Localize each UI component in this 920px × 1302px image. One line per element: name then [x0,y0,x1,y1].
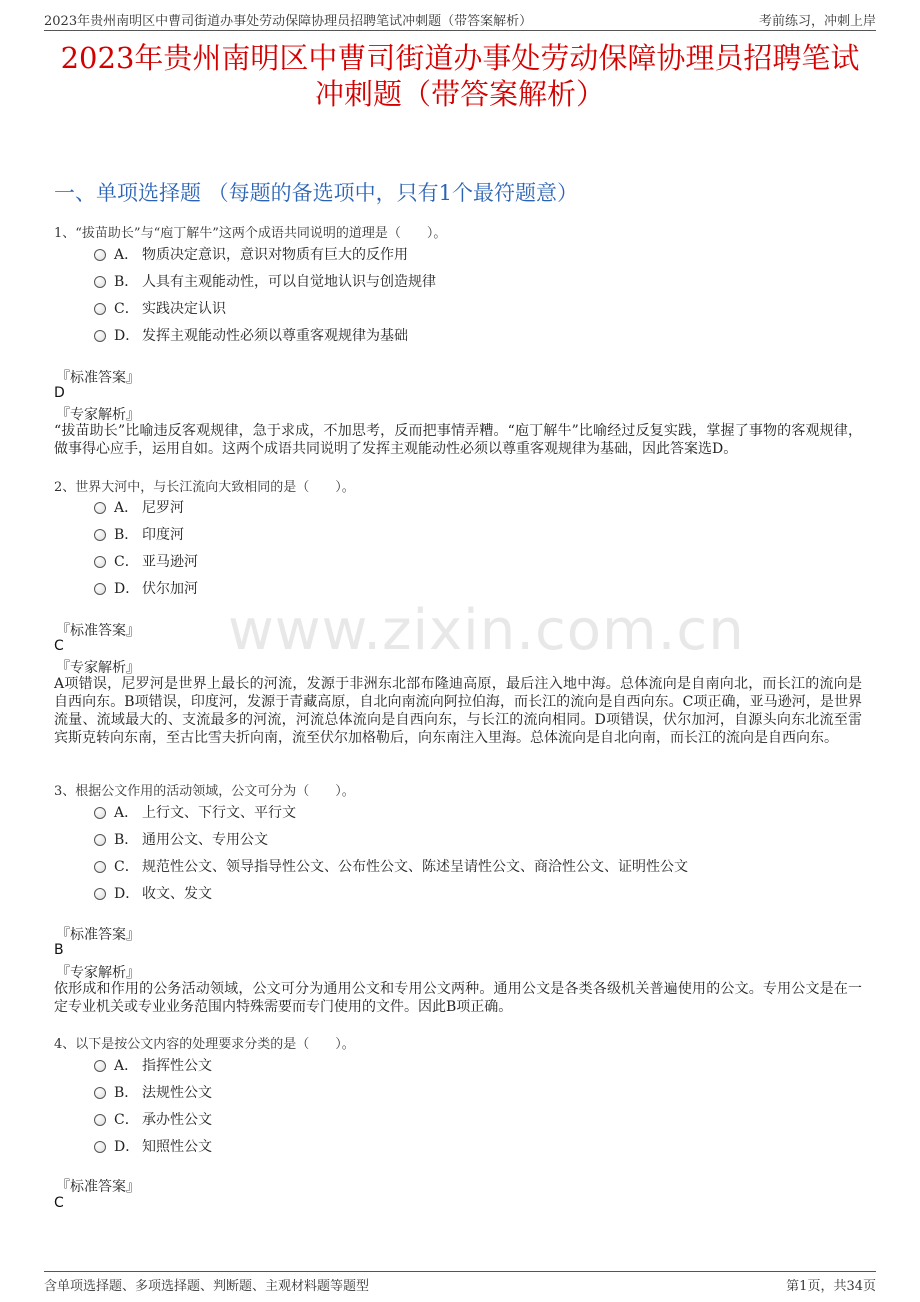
answer-value: B [54,942,64,958]
answer-value: C [54,638,64,654]
radio-icon[interactable] [94,529,106,541]
option-letter: D． [114,1139,140,1155]
question-stem: 4、以下是按公文内容的处理要求分类的是（ ）。 [54,1037,355,1052]
option-text: 上行文、下行文、平行文 [142,805,296,821]
header-doc-title: 2023年贵州南明区中曹司街道办事处劳动保障协理员招聘笔试冲刺题（带答案解析） [44,14,533,29]
option-text: 发挥主观能动性必须以尊重客观规律为基础 [142,328,408,344]
analysis-label: 『专家解析』 [56,660,140,676]
option-d[interactable] [94,325,408,345]
page-title [40,40,880,112]
radio-icon[interactable] [94,1141,106,1153]
option-letter: A． [114,1058,139,1074]
analysis-label: 『专家解析』 [56,407,140,423]
radio-icon[interactable] [94,249,106,261]
option-a[interactable] [94,244,408,264]
option-a[interactable] [94,1055,212,1075]
page-title-line-1: 2023年贵州南明区中曹司街道办事处劳动保障协理员招聘笔试 [60,41,860,75]
running-footer [44,1271,876,1292]
option-text: 指挥性公文 [142,1058,212,1074]
radio-icon[interactable] [94,583,106,595]
question-stem: 2、世界大河中，与长江流向大致相同的是（ ）。 [54,480,355,495]
analysis-text: 依形成和作用的公务活动领域，公文可分为通用公文和专用公文两种。通用公文是各类各级机关普遍使用的公文。专用公文是在一定专业机关或专业业务范围内特殊需要而专门使用的文件。因此B项正确。 [54,981,862,1015]
answer-label: 『标准答案』 [56,927,140,943]
watermark: www.zixin.com.cn [228,598,745,663]
option-letter: C． [114,859,139,875]
option-letter: B． [114,527,139,543]
radio-icon[interactable] [94,807,106,819]
option-letter: B． [114,1085,139,1101]
option-c[interactable] [94,856,688,876]
option-c[interactable] [94,1109,212,1129]
option-a[interactable] [94,802,296,822]
option-text: 印度河 [142,527,184,543]
option-letter: A． [114,500,139,516]
radio-icon[interactable] [94,330,106,342]
option-text: 尼罗河 [142,500,184,516]
radio-icon[interactable] [94,888,106,900]
option-text: 亚马逊河 [142,554,198,570]
answer-value: C [54,1195,64,1211]
option-text: 人具有主观能动性，可以自觉地认识与创造规律 [142,274,436,290]
question-stem: 1、“拔苗助长”与“庖丁解牛”这两个成语共同说明的道理是（ ）。 [54,226,447,241]
option-b[interactable] [94,829,268,849]
answer-label: 『标准答案』 [56,1179,140,1195]
section-heading: 一、单项选择题 （每题的备选项中，只有1个最符题意） [54,181,579,205]
radio-icon[interactable] [94,1114,106,1126]
option-text: 法规性公文 [142,1085,212,1101]
option-letter: D． [114,886,140,902]
radio-icon[interactable] [94,834,106,846]
radio-icon[interactable] [94,1060,106,1072]
radio-icon[interactable] [94,502,106,514]
option-a[interactable] [94,497,184,517]
answer-label: 『标准答案』 [56,370,140,386]
analysis-text: A项错误，尼罗河是世界上最长的河流，发源于非洲东北部布隆迪高原，最后注入地中海。总体流向是自南向北，而长江的流向是自西向东。B项错误，印度河，发源于青藏高原，自北向南流向阿拉伯海，而长江的流向是自西向东。C项正确，亚马逊河，是世界流量、流域最大的、支流最多的河流，河流总体流向是自西向东，与长江的流向相同。D项错误，伏尔加河，自源头向东北流至雷宾斯克转向东南，至古比雪夫折向南，流至伏尔加格勒后，向东南注入里海。总体流向是自北向南，而长江的流向是自西向东。 [54,676,862,746]
option-d[interactable] [94,883,212,903]
option-text: 承办性公文 [142,1112,212,1128]
option-d[interactable] [94,578,198,598]
radio-icon[interactable] [94,861,106,873]
analysis-label: 『专家解析』 [56,965,140,981]
option-text: 实践决定认识 [142,301,226,317]
option-letter: C． [114,554,139,570]
option-letter: D． [114,328,140,344]
option-letter: C． [114,1112,139,1128]
radio-icon[interactable] [94,556,106,568]
option-letter: A． [114,247,139,263]
option-c[interactable] [94,298,226,318]
analysis-text: “拔苗助长”比喻违反客观规律，急于求成，不加思考，反而把事情弄糟。“庖丁解牛”比喻经过反复实践，掌握了事物的客观规律，做事得心应手，运用自如。这两个成语共同说明了发挥主观能动性必须以尊重客观规律为基础，因此答案选D。 [54,423,862,457]
page-title-line-2: 冲刺题（带答案解析） [314,77,605,111]
header-slogan: 考前练习，冲刺上岸 [758,14,876,29]
page-number: 第1页，共34页 [786,1279,876,1294]
option-b[interactable] [94,1082,212,1102]
question-stem: 3、根据公文作用的活动领域，公文可分为（ ）。 [54,784,355,799]
option-text: 规范性公文、领导指导性公文、公布性公文、陈述呈请性公文、商洽性公文、证明性公文 [142,859,688,875]
option-d[interactable] [94,1136,212,1156]
footer-question-types: 含单项选择题、多项选择题、判断题、主观材料题等题型 [44,1279,370,1294]
answer-label: 『标准答案』 [56,623,140,639]
option-letter: A． [114,805,139,821]
option-letter: B． [114,832,139,848]
radio-icon[interactable] [94,303,106,315]
answer-value: D [54,385,65,401]
option-c[interactable] [94,551,198,571]
radio-icon[interactable] [94,276,106,288]
option-letter: B． [114,274,139,290]
option-letter: D． [114,581,140,597]
option-letter: C． [114,301,139,317]
option-text: 收文、发文 [142,886,212,902]
option-text: 知照性公文 [142,1139,212,1155]
option-text: 物质决定意识，意识对物质有巨大的反作用 [142,247,408,263]
option-text: 通用公文、专用公文 [142,832,268,848]
option-b[interactable] [94,524,184,544]
option-text: 伏尔加河 [142,581,198,597]
running-header [44,8,876,31]
option-b[interactable] [94,271,436,291]
radio-icon[interactable] [94,1087,106,1099]
